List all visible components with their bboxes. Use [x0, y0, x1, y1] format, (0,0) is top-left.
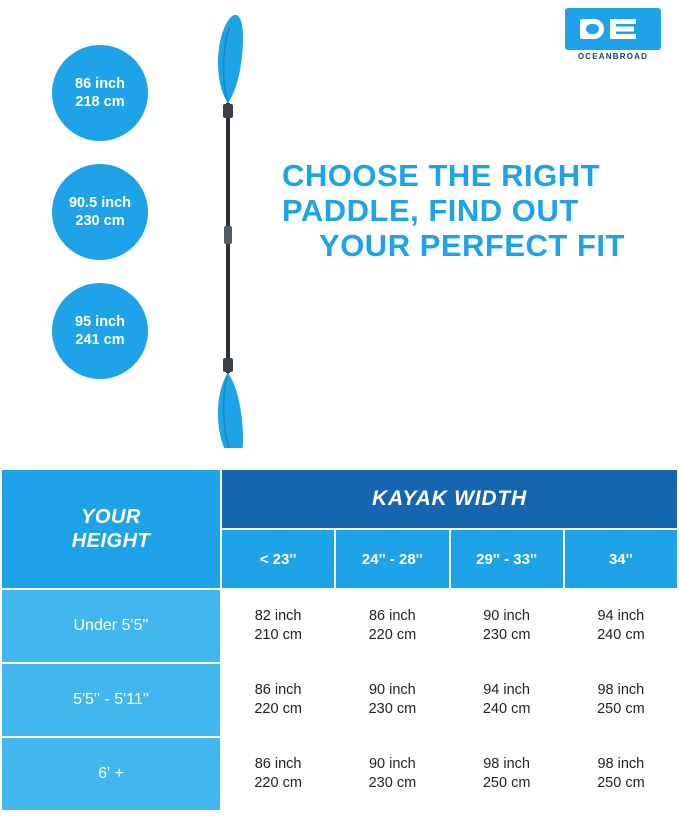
headline-line-2: PADDLE, FIND OUT	[282, 193, 579, 228]
width-column-1: 24'' - 28''	[335, 529, 449, 589]
size-inch: 98 inch	[483, 756, 530, 772]
size-inch: 86 inch	[254, 756, 302, 772]
length-badge	[52, 45, 148, 141]
badge-cm: 230 cm	[75, 213, 125, 229]
kayak-paddle-illustration	[196, 8, 266, 448]
width-column-0: < 23''	[221, 529, 335, 589]
badge-inch: 95 inch	[75, 314, 125, 330]
size-inch: 86 inch	[368, 608, 416, 624]
size-cm: 250 cm	[597, 775, 645, 791]
headline-line-1: CHOOSE THE RIGHT	[282, 158, 601, 193]
size-cell	[564, 737, 678, 811]
size-cell	[564, 663, 678, 737]
length-badge	[52, 164, 148, 260]
size-cell	[221, 589, 335, 663]
size-cm: 250 cm	[597, 701, 645, 717]
size-cell	[335, 737, 449, 811]
size-cell	[564, 589, 678, 663]
size-inch: 98 inch	[597, 682, 645, 698]
size-cm: 230 cm	[368, 701, 417, 717]
size-inch: 90 inch	[368, 682, 416, 698]
size-cell	[450, 663, 564, 737]
table-header-row	[1, 469, 678, 529]
row-height-label: Under 5'5''	[1, 589, 221, 663]
table-row	[1, 663, 678, 737]
your-height-line-1: YOUR	[81, 506, 141, 528]
badge-cm: 218 cm	[75, 94, 125, 110]
headline-line-3: YOUR PERFECT FIT	[319, 228, 625, 263]
badge-cm: 241 cm	[75, 332, 125, 348]
size-cm: 230 cm	[482, 627, 531, 643]
your-height-line-2: HEIGHT	[71, 530, 151, 552]
size-inch: 86 inch	[254, 682, 302, 698]
badge-inch: 86 inch	[75, 76, 125, 92]
table-row	[1, 589, 678, 663]
row-height-label: 5'5'' - 5'11''	[1, 663, 221, 737]
page-title	[282, 158, 662, 263]
size-cm: 250 cm	[482, 775, 531, 791]
your-height-header	[1, 469, 221, 589]
size-cm: 220 cm	[254, 775, 302, 791]
length-badge	[52, 283, 148, 379]
brand-name: OCEANBROAD	[577, 52, 649, 61]
size-cell	[450, 737, 564, 811]
size-inch: 98 inch	[597, 756, 645, 772]
brand-logo	[565, 8, 661, 61]
size-inch: 94 inch	[597, 608, 645, 624]
size-cm: 220 cm	[368, 627, 417, 643]
size-cell	[221, 663, 335, 737]
size-cm: 210 cm	[254, 627, 302, 643]
table-row	[1, 737, 678, 811]
badge-inch: 90.5 inch	[68, 195, 132, 211]
width-column-3: 34''	[564, 529, 678, 589]
size-inch: 90 inch	[483, 608, 530, 624]
size-cm: 220 cm	[254, 701, 302, 717]
oceanbroad-logo-icon	[565, 8, 661, 50]
paddle-size-chart	[0, 468, 679, 812]
size-cm: 240 cm	[482, 701, 531, 717]
width-column-2: 29'' - 33''	[450, 529, 564, 589]
row-height-label: 6' +	[1, 737, 221, 811]
size-cell	[335, 589, 449, 663]
size-inch: 82 inch	[254, 608, 302, 624]
size-cell	[335, 663, 449, 737]
size-inch: 94 inch	[483, 682, 530, 698]
size-cm: 230 cm	[368, 775, 417, 791]
size-inch: 90 inch	[368, 756, 416, 772]
kayak-width-header: KAYAK WIDTH	[221, 469, 678, 529]
size-cm: 240 cm	[597, 627, 645, 643]
size-cell	[221, 737, 335, 811]
size-cell	[450, 589, 564, 663]
